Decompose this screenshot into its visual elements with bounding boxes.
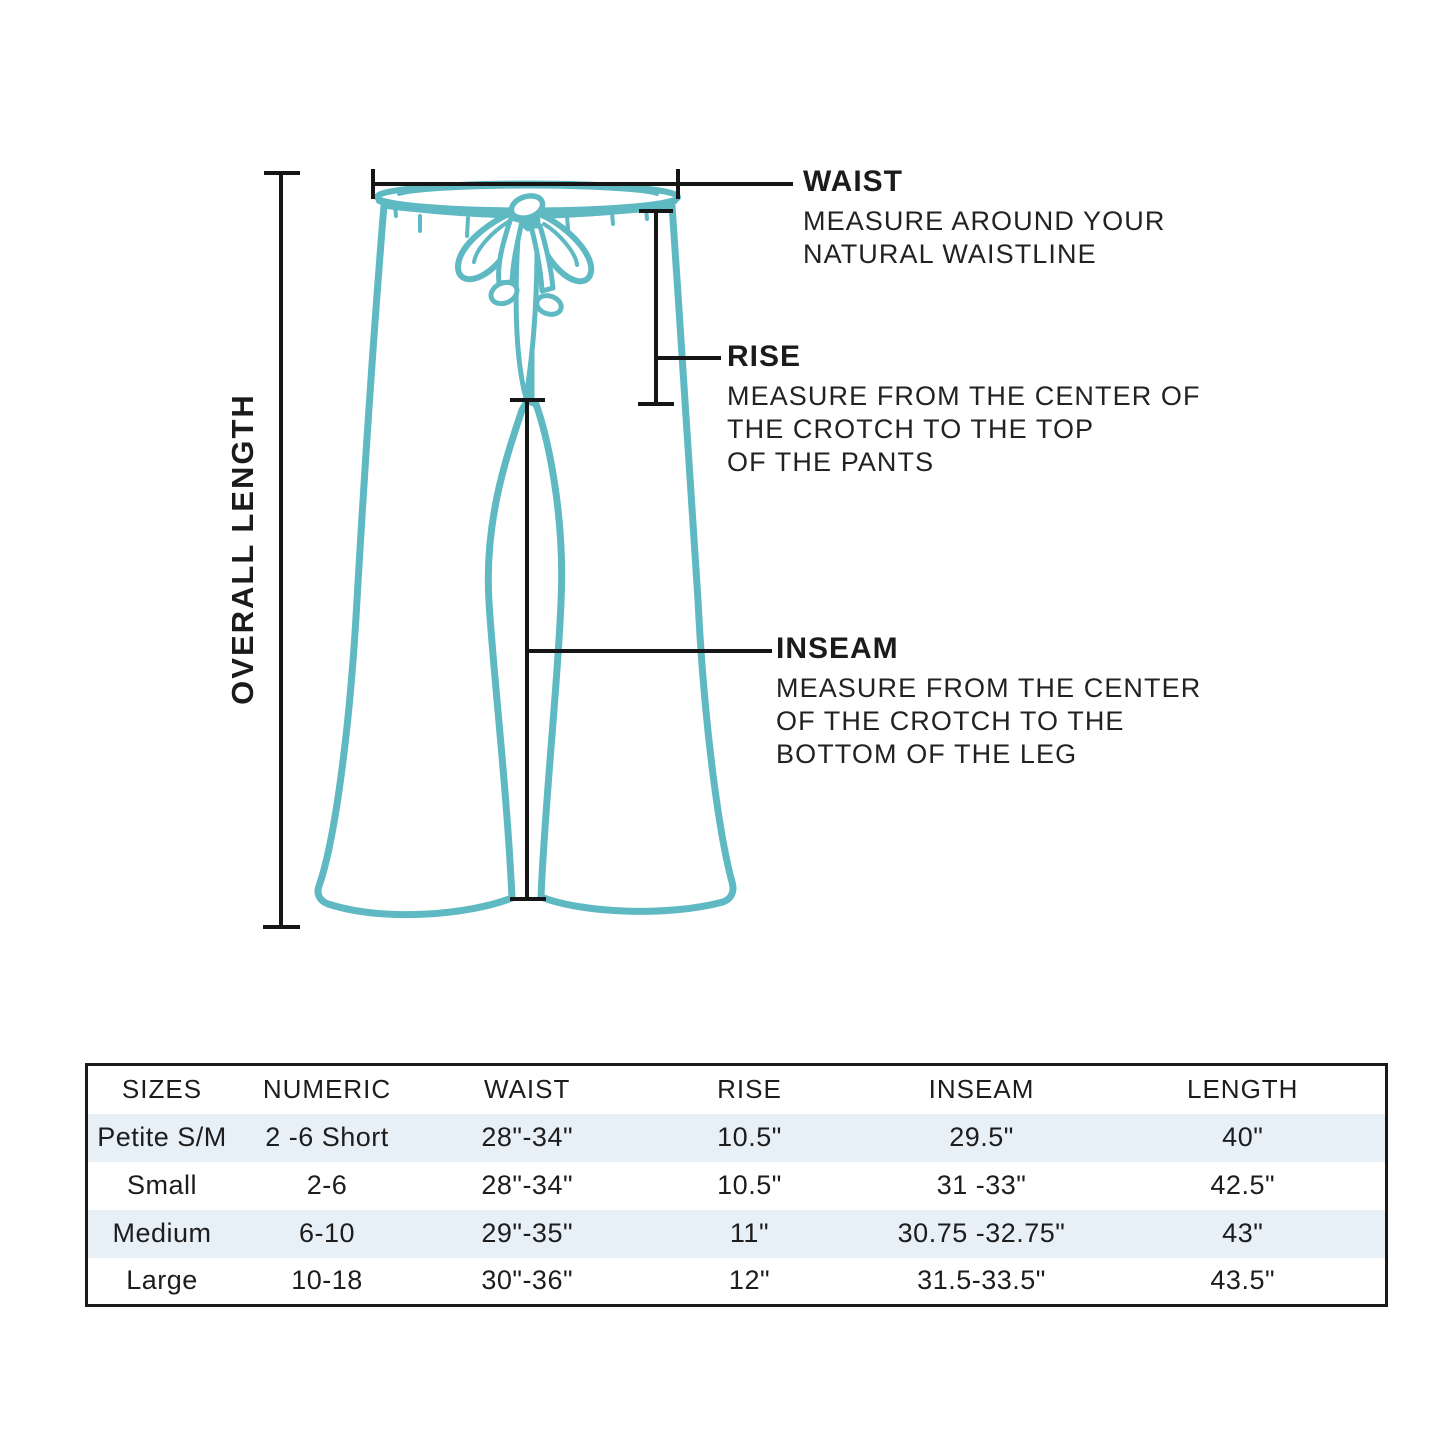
table-cell: 6-10 <box>236 1210 418 1258</box>
table-cell: 42.5" <box>1210 1170 1276 1200</box>
inseam-callout-title: INSEAM <box>776 632 899 665</box>
table-cell: 31.5-33.5" <box>917 1265 1046 1296</box>
table-cell: 30"-36" <box>481 1265 574 1296</box>
inseam-callout <box>776 632 1201 771</box>
column-header-sizes: SIZES <box>87 1065 237 1114</box>
waist-callout-desc: MEASURE AROUND YOUR NATURAL WAISTLINE <box>803 206 1166 269</box>
overall-length-label: OVERALL LENGTH <box>225 393 260 705</box>
pants-left-leg <box>318 205 527 915</box>
table-cell: 40" <box>1100 1114 1386 1162</box>
table-cell: Small <box>126 1170 197 1200</box>
column-header-rise: RISE <box>636 1065 862 1114</box>
table-cell: Medium <box>87 1210 237 1258</box>
table-cell: 2-6 <box>306 1170 348 1200</box>
rise-callout-title: RISE <box>727 340 802 373</box>
table-cell: 12" <box>728 1265 771 1296</box>
table-cell: 43.5" <box>1210 1265 1276 1296</box>
table-cell: 31 -33" <box>936 1170 1027 1200</box>
table-cell: 29"-35" <box>418 1210 636 1258</box>
waist-callout <box>803 165 1165 271</box>
table-cell: 11" <box>636 1210 862 1258</box>
table-cell: 29.5" <box>863 1114 1101 1162</box>
table-cell: 10.5" <box>636 1114 862 1162</box>
waist-callout-title: WAIST <box>803 165 903 198</box>
table-cell: Large <box>126 1265 198 1296</box>
table-cell: 10-18 <box>291 1265 363 1296</box>
table-cell: Petite S/M <box>87 1114 237 1162</box>
rise-callout <box>727 340 1201 479</box>
overall-length-measure-line <box>265 173 298 927</box>
table-cell: 10.5" <box>717 1170 782 1200</box>
column-header-length: LENGTH <box>1100 1065 1386 1114</box>
table-header-row <box>87 1065 1387 1114</box>
table-row-petite <box>87 1114 1387 1162</box>
table-cell: 2 -6 Short <box>236 1114 418 1162</box>
table-cell: 43" <box>1100 1210 1386 1258</box>
column-header-waist: WAIST <box>418 1065 636 1114</box>
column-header-inseam: INSEAM <box>863 1065 1101 1114</box>
inseam-callout-desc: MEASURE FROM THE CENTER OF THE CROTCH TO THE BOTTOM OF THE LEG <box>776 673 1202 769</box>
table-cell: 30.75 -32.75" <box>863 1210 1101 1258</box>
table-row-small <box>87 1162 1387 1210</box>
rise-callout-desc: MEASURE FROM THE CENTER OF THE CROTCH TO THE TOP OF THE PANTS <box>727 381 1201 477</box>
column-header-numeric: NUMERIC <box>236 1065 418 1114</box>
table-row-medium <box>87 1210 1387 1258</box>
table-cell: 28"-34" <box>418 1114 636 1162</box>
table-cell: 28"-34" <box>481 1170 574 1200</box>
size-chart-table <box>85 1063 1388 1307</box>
table-row-large <box>87 1258 1387 1306</box>
